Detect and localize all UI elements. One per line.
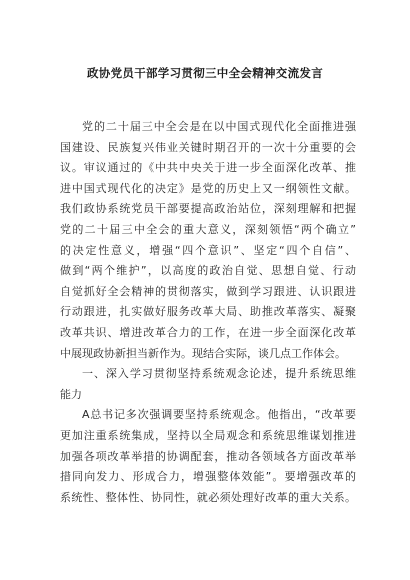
- body-line: 改革共识、增进改革合力的工作，在进一步全面深化改革: [60, 325, 356, 339]
- body-line: 进中国式现代化的决定》是党的历史上又一纲领性文献。: [60, 181, 356, 195]
- body-line: 国建设、民族复兴伟业关键时期召开的一次十分重要的会: [60, 140, 356, 154]
- body-line: 措同向发力、形成合力，增强整体效能”。要增强改革的: [60, 470, 356, 484]
- body-line: 行动跟进，扎实做好服务改革大局、助推改革落实、凝聚: [60, 305, 356, 319]
- section-heading-line: 一、深入学习贯彻坚持系统观念论述，提升系统思维: [82, 367, 356, 381]
- body-line: A总书记多次强调要坚持系统观念。他指出，“改革要: [82, 408, 356, 422]
- body-line: 的决定性意义，增强“四个意识”、坚定“四个自信”、: [60, 243, 356, 257]
- section-heading-line: 能力: [60, 387, 82, 401]
- body-line: 加强各项改革举措的协调配套，推动各领域各方面改革举: [60, 449, 356, 463]
- body-line: 系统性、整体性、协同性，就必须处理好改革的重大关系。: [60, 490, 356, 504]
- document-body: [60, 117, 356, 508]
- body-line: 中展现政协新担当新作为。现结合实际，谈几点工作体会。: [60, 346, 346, 360]
- body-line: 党的二十届三中全会是在以中国式现代化全面推进强: [82, 120, 356, 133]
- body-line: 做到“两个维护”，以高度的政治自觉、思想自觉、行动: [60, 264, 356, 278]
- document-title: 政协党员干部学习贯彻三中全会精神交流发言: [87, 66, 323, 80]
- body-line: 更加注重系统集成，坚持以全局观念和系统思维谋划推进: [60, 428, 356, 442]
- body-line: 议。审议通过的《中共中央关于进一步全面深化改革、推: [60, 161, 356, 175]
- body-line: 党的二十届三中全会的重大意义，深刻领悟“两个确立”: [60, 222, 356, 236]
- body-line: 我们政协系统党员干部要提高政治站位，深刻理解和把握: [60, 202, 356, 216]
- body-line: 自觉抓好全会精神的贯彻落实，做到学习跟进、认识跟进: [60, 284, 356, 298]
